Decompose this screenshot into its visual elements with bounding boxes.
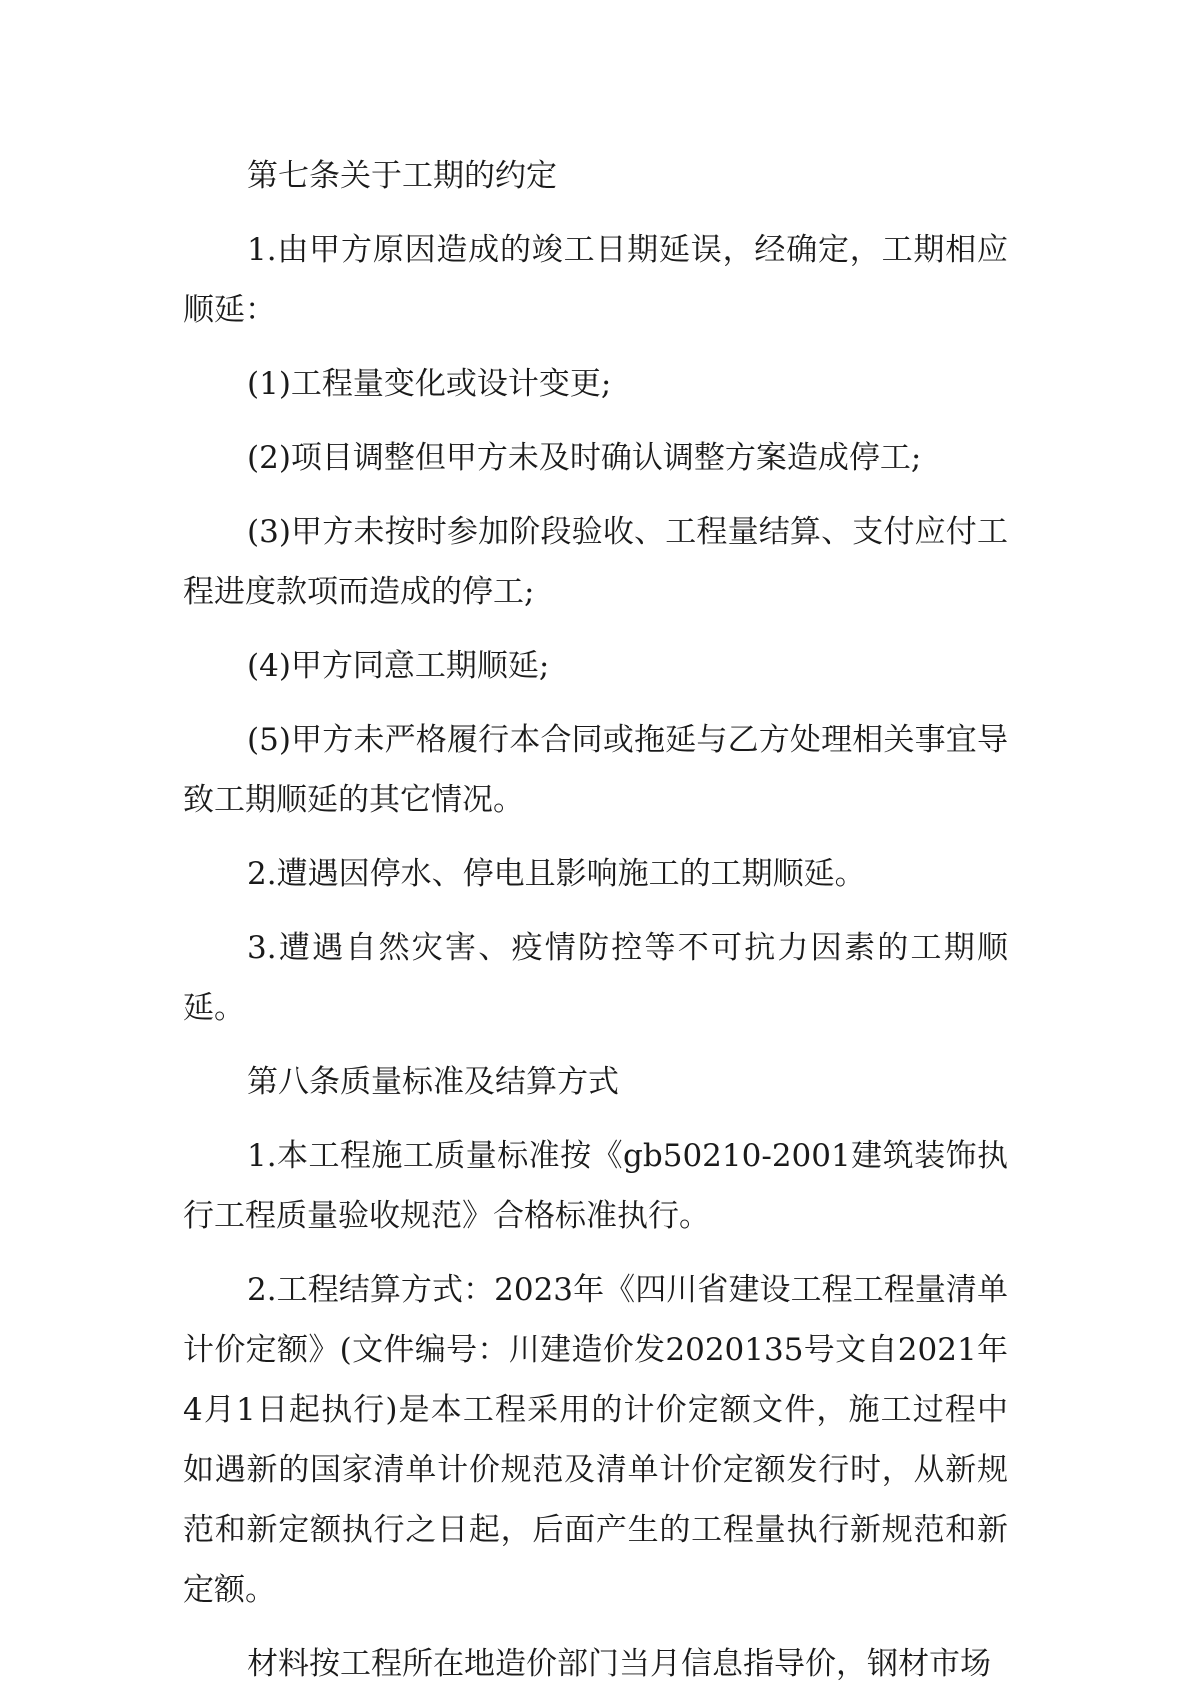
materials-paragraph: 材料按工程所在地造价部门当月信息指导价，钢材市场 [247, 1646, 991, 1682]
clause-7-1-item-3: (3)甲方未按时参加阶段验收、工程量结算、支付应付工程进度款项而造成的停工; [183, 514, 1008, 610]
clause-7-1-item-2: (2)项目调整但甲方未及时确认调整方案造成停工; [247, 440, 922, 476]
clause-7-1: 1.由甲方原因造成的竣工日期延误，经确定，工期相应顺延： [183, 232, 1008, 328]
clause-7-3: 3.遭遇自然灾害、疫情防控等不可抗力因素的工期顺延。 [183, 930, 1008, 1026]
clause-8-1: 1.本工程施工质量标准按《gb50210-2001建筑装饰执行工程质量验收规范》合格标准执行。 [183, 1138, 1008, 1234]
clause-7-1-item-5: (5)甲方未严格履行本合同或拖延与乙方处理相关事宜导致工期顺延的其它情况。 [183, 722, 1008, 818]
clause-7-1-item-1: (1)工程量变化或设计变更; [247, 366, 612, 402]
clause-8-2: 2.工程结算方式：2023年《四川省建设工程工程量清单计价定额》(文件编号：川建造价发2020135号文自2021年4月1日起执行)是本工程采用的计价定额文件，施工过程中如遇新的国家清单计价规范及清单计价定额发行时，从新规范和新定额执行之日起，后面产生的工程量执行新规范和新定额。 [183, 1272, 1008, 1608]
clause-7-2: 2.遭遇因停水、停电且影响施工的工期顺延。 [247, 856, 866, 892]
heading-article-8: 第八条质量标准及结算方式 [247, 1064, 619, 1100]
heading-article-7: 第七条关于工期的约定 [247, 158, 557, 194]
clause-7-1-item-4: (4)甲方同意工期顺延; [247, 648, 550, 684]
